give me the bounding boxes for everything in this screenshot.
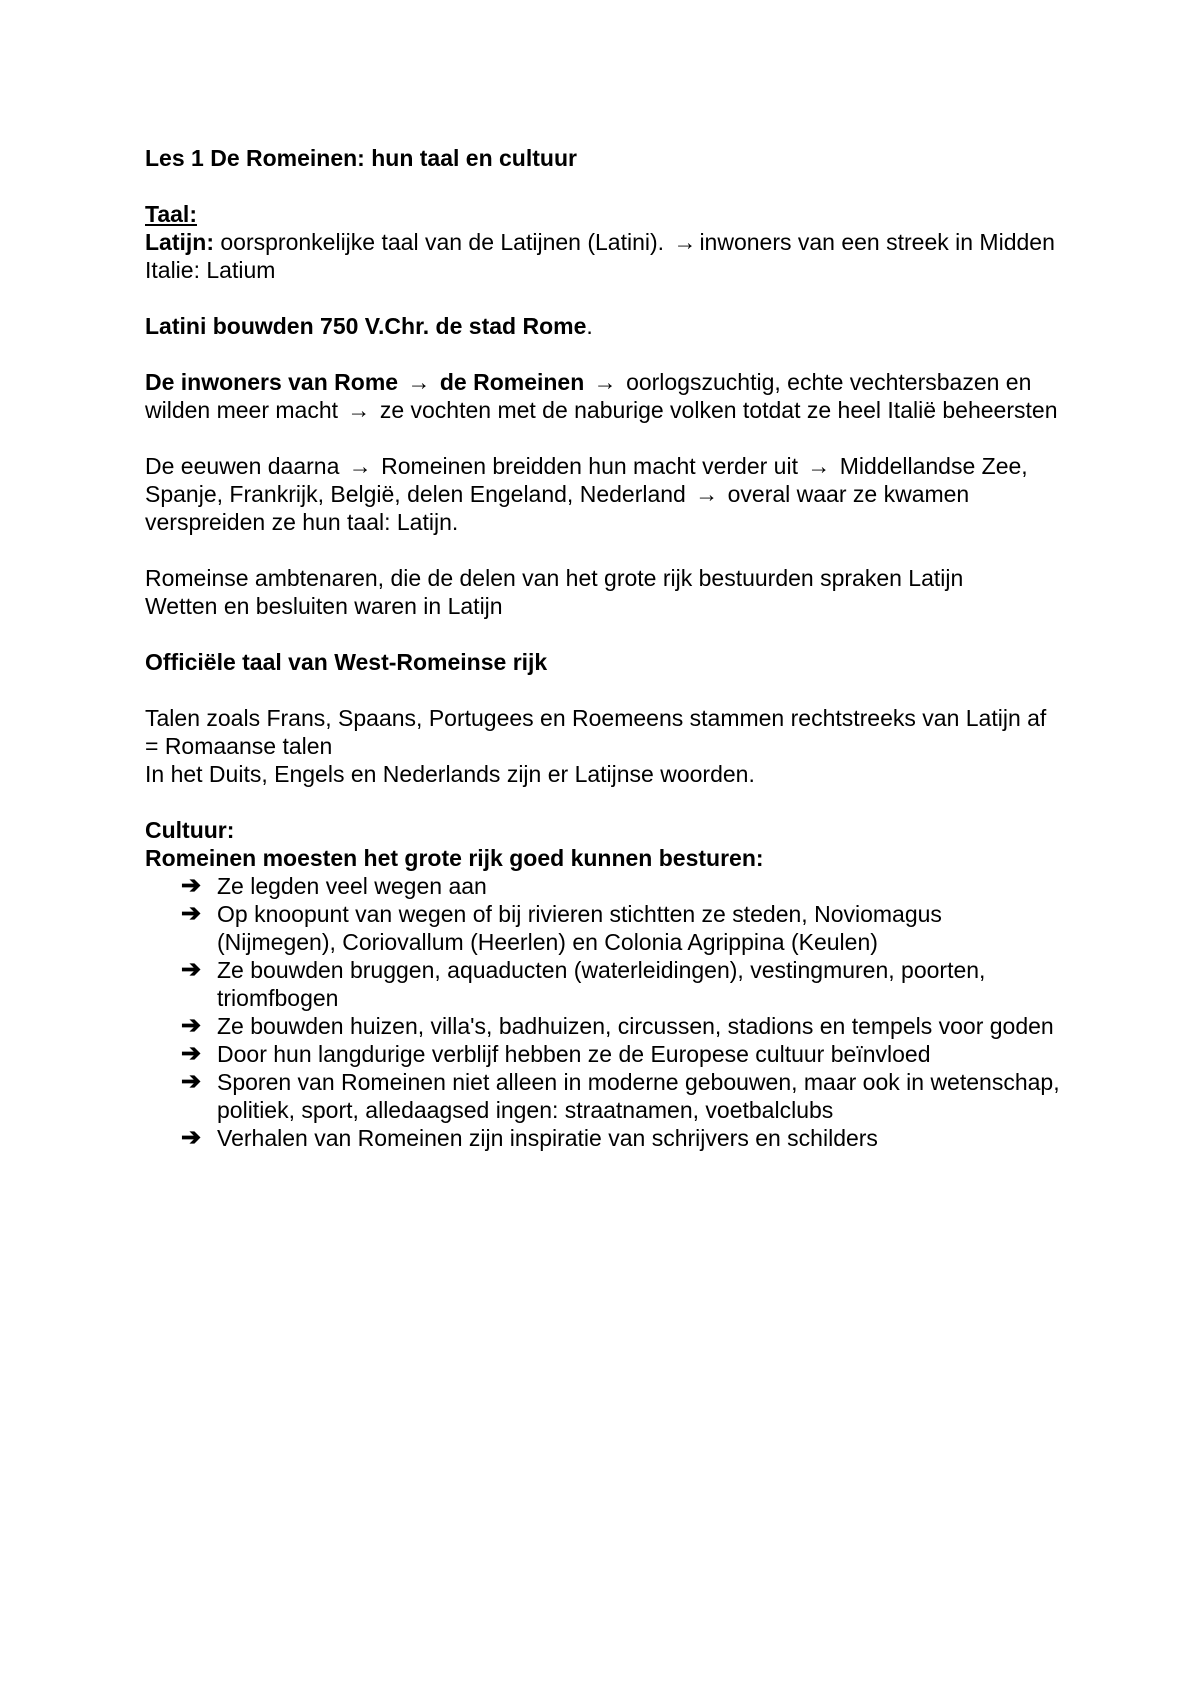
list-item-text: Op knoopunt van wegen of bij rivieren stichtten ze steden, Noviomagus (Nijmegen), Coriovallum (Heerlen) en Colonia Agrippina (Keulen) xyxy=(217,901,942,955)
latijn-label: Latijn: xyxy=(145,229,214,255)
list-item xyxy=(181,1012,1065,1040)
inwoners-part-2: de Romeinen xyxy=(439,369,585,395)
list-item-text: Ze bouwden bruggen, aquaducten (waterleidingen), vestingmuren, poorten, triomfbogen xyxy=(217,957,986,1011)
page-title: Les 1 De Romeinen: hun taal en cultuur xyxy=(145,145,577,171)
arrow-bullet-icon: ➔ xyxy=(181,1124,202,1151)
arrow-bullet-icon: ➔ xyxy=(181,1040,202,1067)
latijn-paragraph xyxy=(145,228,1065,284)
list-item-text: Ze bouwden huizen, villa's, badhuizen, circussen, stadions en tempels voor goden xyxy=(217,1013,1054,1039)
arrow-bullet-icon: ➔ xyxy=(181,1012,202,1039)
arrow-icon: → xyxy=(807,453,831,479)
cultuur-list xyxy=(145,872,1065,1152)
arrow-icon: → xyxy=(695,481,719,507)
list-item xyxy=(181,956,1065,1012)
arrow-icon: → xyxy=(348,453,372,479)
arrow-icon: → xyxy=(347,397,371,423)
eeuwen-part-1: De eeuwen daarna xyxy=(145,453,340,479)
arrow-bullet-icon: ➔ xyxy=(181,1068,202,1095)
inwoners-part-1: De inwoners van Rome xyxy=(145,369,399,395)
ambtenaren-line-1: Romeinse ambtenaren, die de delen van het grote rijk bestuurden spraken Latijn xyxy=(145,565,964,591)
list-item-text: Ze legden veel wegen aan xyxy=(217,873,487,899)
list-item xyxy=(181,1124,1065,1152)
arrow-bullet-icon: ➔ xyxy=(181,872,202,899)
arrow-icon: → xyxy=(407,369,431,395)
cultuur-heading: Cultuur: xyxy=(145,817,235,843)
list-item xyxy=(181,872,1065,900)
list-item xyxy=(181,1068,1065,1124)
inwoners-paragraph xyxy=(145,368,1065,424)
eeuwen-part-3: Middellandse Zee, Spanje, Frankrijk, België, delen Engeland, Nederland xyxy=(145,453,1028,507)
taal-heading: Taal: xyxy=(145,201,197,227)
eeuwen-part-2: Romeinen breidden hun macht verder uit xyxy=(381,453,798,479)
cultuur-subheading: Romeinen moesten het grote rijk goed kunnen besturen: xyxy=(145,845,764,871)
inwoners-part-4: ze vochten met de naburige volken totdat ze heel Italië beheersten xyxy=(379,397,1058,423)
eeuwen-part-4: overal waar ze kwamen verspreiden ze hun taal: Latijn. xyxy=(145,481,970,535)
talen-paragraph-1: Talen zoals Frans, Spaans, Portugees en Roemeens stammen rechtstreeks van Latijn af = Romaanse talen xyxy=(145,705,1047,759)
arrow-icon: → xyxy=(593,369,617,395)
document-body xyxy=(145,144,1065,1152)
officiele-taal: Officiële taal van West-Romeinse rijk xyxy=(145,649,548,675)
latijn-text: oorspronkelijke taal van de Latijnen (Latini). xyxy=(220,229,665,255)
latijn-text-2: inwoners van een streek in Midden Italie: Latium xyxy=(145,229,1055,283)
list-item xyxy=(181,1040,1065,1068)
list-item-text: Door hun langdurige verblijf hebben ze de Europese cultuur beïnvloed xyxy=(217,1041,931,1067)
list-item-text: Sporen van Romeinen niet alleen in moderne gebouwen, maar ook in wetenschap, politiek, sport, alledaagsed ingen: straatnamen, voetbalclubs xyxy=(217,1069,1060,1123)
rome-founding-period: . xyxy=(586,313,593,339)
inwoners-part-3: oorlogszuchtig, echte vechtersbazen en wilden meer macht xyxy=(145,369,1032,423)
rome-founding xyxy=(145,312,1065,340)
rome-founding-text: Latini bouwden 750 V.Chr. de stad Rome xyxy=(145,313,587,339)
ambtenaren-line-2: Wetten en besluiten waren in Latijn xyxy=(145,593,503,619)
list-item-text: Verhalen van Romeinen zijn inspiratie van schrijvers en schilders xyxy=(217,1125,878,1151)
arrow-icon: → xyxy=(673,229,697,255)
list-item xyxy=(181,900,1065,956)
arrow-bullet-icon: ➔ xyxy=(181,900,202,927)
eeuwen-paragraph xyxy=(145,452,1065,536)
talen-paragraph-2: In het Duits, Engels en Nederlands zijn er Latijnse woorden. xyxy=(145,761,755,787)
arrow-bullet-icon: ➔ xyxy=(181,956,202,983)
